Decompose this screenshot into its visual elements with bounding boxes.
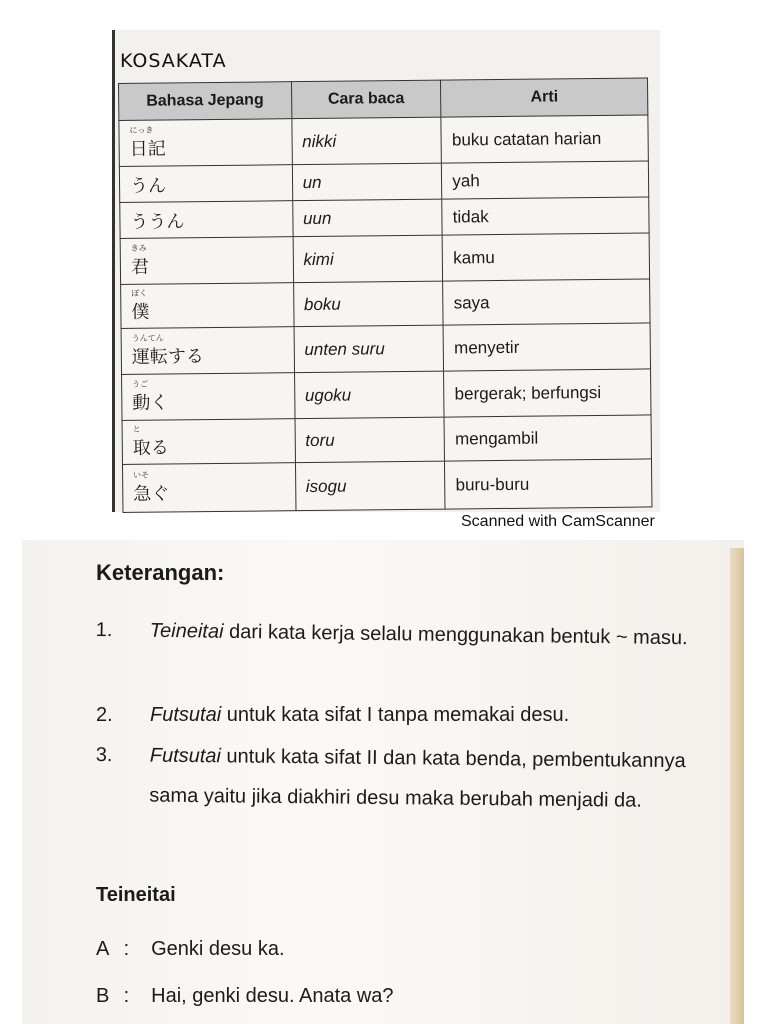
japanese-word: 日記 xyxy=(129,138,166,160)
cell-reading: uun xyxy=(292,199,442,237)
cell-meaning: saya xyxy=(443,279,650,325)
header-japanese: Bahasa Jepang xyxy=(119,82,292,121)
cell-meaning: yah xyxy=(442,161,649,199)
camscanner-watermark: Scanned with CamScanner xyxy=(461,513,655,530)
japanese-word: ううん xyxy=(130,210,185,233)
dialog-text: Hai, genki desu. Anata wa? xyxy=(151,985,394,1007)
vocab-header-row xyxy=(119,78,648,121)
dialog-colon: : xyxy=(123,985,130,1007)
vocab-row xyxy=(120,197,649,239)
japanese-word: 君 xyxy=(130,256,150,278)
dialog-speaker: A xyxy=(96,938,110,960)
vocab-row xyxy=(120,233,649,285)
note-text: Futsutai untuk kata sifat II dan kata benda, pembentukannya sama yaitu jika diakhiri desu maka berubah menjadi da. xyxy=(149,744,686,812)
keterangan-heading: Keterangan: xyxy=(96,560,225,585)
teineitai-heading: Teineitai xyxy=(96,884,176,906)
furigana: にっき xyxy=(129,125,154,135)
cell-japanese xyxy=(119,119,292,167)
furigana: うご xyxy=(132,379,149,389)
cell-reading: isogu xyxy=(295,461,445,511)
vocab-row xyxy=(122,459,651,513)
vocab-row xyxy=(122,369,651,421)
cell-japanese xyxy=(121,327,294,375)
cell-japanese xyxy=(120,237,293,285)
japanese-word: 動く xyxy=(132,391,169,414)
header-reading: Cara baca xyxy=(291,80,441,119)
dialog-line xyxy=(96,985,394,1008)
cell-meaning: buku catatan harian xyxy=(441,115,648,163)
note-text: Futsutai untuk kata sifat I tanpa memakai desu. xyxy=(150,704,570,726)
cell-reading: unten suru xyxy=(294,325,444,373)
furigana xyxy=(130,170,282,172)
note-number: 2. xyxy=(96,704,113,726)
note-number: 3. xyxy=(95,743,113,767)
cell-meaning: kamu xyxy=(442,233,649,281)
vocab-row xyxy=(119,161,648,203)
furigana xyxy=(130,206,282,208)
cell-reading: ugoku xyxy=(294,371,444,419)
cell-meaning: tidak xyxy=(442,197,649,235)
vocab-table xyxy=(118,77,652,513)
cell-reading: un xyxy=(292,163,442,201)
japanese-word: 僕 xyxy=(131,301,150,323)
furigana: うんてん xyxy=(131,333,164,343)
dialog-line xyxy=(96,938,285,961)
header-meaning: Arti xyxy=(441,78,648,117)
cell-meaning: mengambil xyxy=(444,415,651,461)
cell-reading: nikki xyxy=(291,117,441,165)
dialog-speaker: B xyxy=(96,985,110,1007)
vocab-row xyxy=(119,115,648,167)
cell-meaning: bergerak; berfungsi xyxy=(444,369,651,417)
cell-meaning: buru-buru xyxy=(445,459,652,509)
japanese-word: 運転する xyxy=(131,345,204,368)
cell-japanese xyxy=(122,419,295,465)
cell-japanese xyxy=(122,463,295,513)
furigana: いそ xyxy=(133,470,150,480)
cell-reading: kimi xyxy=(293,235,443,283)
cell-reading: toru xyxy=(295,417,445,463)
dialog-text: Genki desu ka. xyxy=(151,938,285,960)
cell-meaning: menyetir xyxy=(443,323,650,371)
page-edge xyxy=(730,548,744,1024)
dialog-colon: : xyxy=(123,938,130,960)
cell-japanese xyxy=(119,165,292,203)
furigana: きみ xyxy=(130,243,147,253)
cell-reading: boku xyxy=(293,281,443,327)
cell-japanese xyxy=(122,373,295,421)
vocab-row xyxy=(121,323,650,375)
note-number: 1. xyxy=(95,618,113,642)
furigana: と xyxy=(132,424,141,434)
vocab-row xyxy=(121,279,650,329)
japanese-word: 急ぐ xyxy=(133,482,170,505)
cell-japanese xyxy=(120,201,293,239)
vocab-title: KOSAKATA xyxy=(120,50,227,72)
furigana: ぼく xyxy=(131,288,148,298)
cell-japanese xyxy=(121,283,294,329)
note-text: Teineitai dari kata kerja selalu menggunakan bentuk ~ masu. xyxy=(149,619,688,650)
vocab-row xyxy=(122,415,651,465)
japanese-word: 取る xyxy=(132,436,169,459)
japanese-word: うん xyxy=(129,175,167,197)
